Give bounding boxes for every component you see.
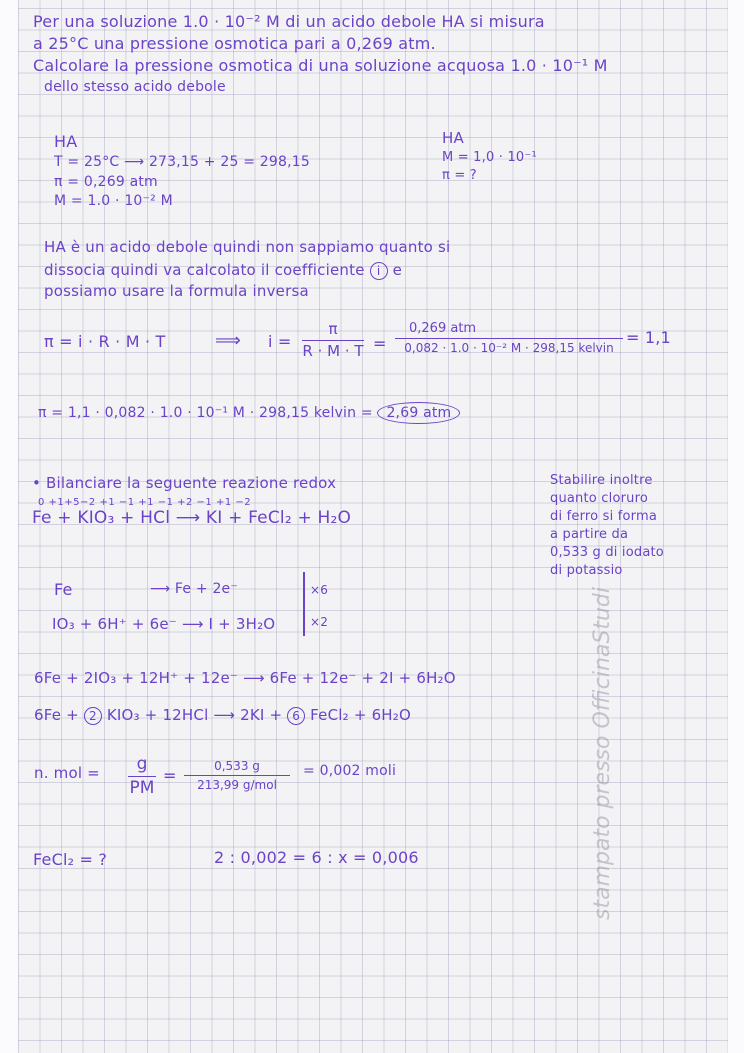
coefficient-circle-fecl2: 6: [287, 707, 305, 725]
coefficient-circle: i: [370, 262, 388, 280]
moles-fraction-1-numerator: g: [128, 756, 156, 777]
fecl2-proportion: 2 : 0,002 = 6 : x = 0,006: [214, 848, 419, 867]
data-right-molarity: M = 1,0 · 10⁻¹: [442, 150, 537, 165]
formula-fraction-1: [302, 322, 364, 359]
pressure-result-line: [38, 406, 460, 420]
data-left-temperature: T = 25°C ⟶ 273,15 + 25 = 298,15: [54, 154, 310, 170]
side-question-line-3: di ferro si forma: [550, 509, 658, 524]
data-left-head: HA: [54, 132, 78, 151]
problem-line-4: dello stesso acido debole: [44, 79, 226, 95]
explanation-line-3: possiamo usare la formula inversa: [44, 282, 309, 300]
problem-line-2: a 25°C una pressione osmotica pari a 0,269 atm.: [33, 34, 436, 53]
moles-fraction-2-numerator: 0,533 g: [184, 760, 290, 776]
moles-label: n. mol =: [34, 764, 100, 782]
pressure-result-expression: π = 1,1 · 0,082 · 1.0 · 10⁻¹ M · 298,15 kelvin =: [38, 405, 373, 421]
side-question-line-6: di potassio: [550, 563, 623, 578]
balanced-molecular-c: FeCl₂ + 6H₂O: [310, 706, 412, 724]
formula-fraction-2-numerator: 0,269 atm: [395, 322, 623, 339]
formula-arrow: ⟹: [215, 330, 242, 351]
balanced-molecular-b: KIO₃ + 12HCl ⟶ 2KI +: [106, 706, 283, 724]
formula-fraction-1-denominator: R · M · T: [302, 342, 364, 360]
moles-fraction-2-denominator: 213,99 g/mol: [197, 778, 277, 792]
side-question-line-5: 0,533 g di iodato: [550, 545, 664, 560]
watermark: stampato presso OfficinaStudi: [590, 587, 615, 920]
moles-fraction-1-denominator: PM: [129, 778, 155, 798]
moles-fraction-2: [184, 760, 290, 791]
side-question-line-1: Stabilire inoltre: [550, 473, 653, 488]
formula-fraction-1-numerator: π: [302, 322, 364, 341]
half-reaction-2: IO₃ + 6H⁺ + 6e⁻ ⟶ I + 3H₂O: [52, 615, 276, 633]
data-left-molarity: M = 1.0 · 10⁻² M: [54, 193, 173, 209]
balanced-molecular-a: 6Fe +: [34, 706, 79, 724]
half-reaction-1-multiplier: ×6: [310, 583, 329, 597]
coefficient-circle-kio3: 2: [84, 707, 102, 725]
half-reaction-divider: [303, 572, 305, 636]
oxidation-numbers: 0 +1+5−2 +1 −1 +1 −1 +2 −1 +1 −2: [38, 497, 252, 508]
balanced-molecular: [34, 707, 411, 725]
problem-line-1: Per una soluzione 1.0 · 10⁻² M di un acido debole HA si misura: [33, 12, 545, 31]
half-reaction-2-multiplier: ×2: [310, 615, 329, 629]
pressure-result-value: 2,69 atm: [377, 402, 460, 424]
formula-lhs: π = i · R · M · T: [44, 332, 166, 351]
formula-result: = 1,1: [626, 328, 671, 347]
half-reaction-1-right: ⟶ Fe + 2e⁻: [150, 581, 238, 597]
half-reaction-1-left: Fe: [54, 580, 73, 599]
side-question-line-4: a partire da: [550, 527, 629, 542]
explanation-line-2: [44, 262, 402, 280]
explanation-line-1: HA è un acido debole quindi non sappiamo quanto si: [44, 238, 451, 256]
formula-eq2: =: [373, 334, 387, 353]
formula-fraction-2: [395, 322, 623, 354]
balanced-ionic: 6Fe + 2IO₃ + 12H⁺ + 12e⁻ ⟶ 6Fe + 12e⁻ + 2I + 6H₂O: [34, 669, 456, 687]
problem-line-3: Calcolare la pressione osmotica di una soluzione acquosa 1.0 · 10⁻¹ M: [33, 56, 608, 75]
redox-title: • Bilanciare la seguente reazione redox: [32, 474, 337, 492]
side-question-line-2: quanto cloruro: [550, 491, 648, 506]
moles-fraction-1: [128, 756, 156, 797]
data-left-pressure: π = 0,269 atm: [54, 174, 158, 190]
explanation-line-2-a: dissocia quindi va calcolato il coefficiente: [44, 261, 365, 279]
moles-eq: =: [163, 766, 177, 785]
explanation-line-2-b: e: [392, 261, 403, 279]
fecl2-label: FeCl₂ = ?: [33, 850, 108, 869]
formula-fraction-2-denominator: 0,082 · 1.0 · 10⁻² M · 298,15 kelvin: [404, 341, 614, 355]
formula-i-eq: i =: [268, 332, 292, 351]
redox-reaction: Fe + KIO₃ + HCl ⟶ KI + FeCl₂ + H₂O: [32, 508, 352, 528]
data-right-pressure: π = ?: [442, 168, 477, 183]
data-right-head: HA: [442, 129, 464, 147]
moles-result: = 0,002 moli: [303, 763, 397, 779]
